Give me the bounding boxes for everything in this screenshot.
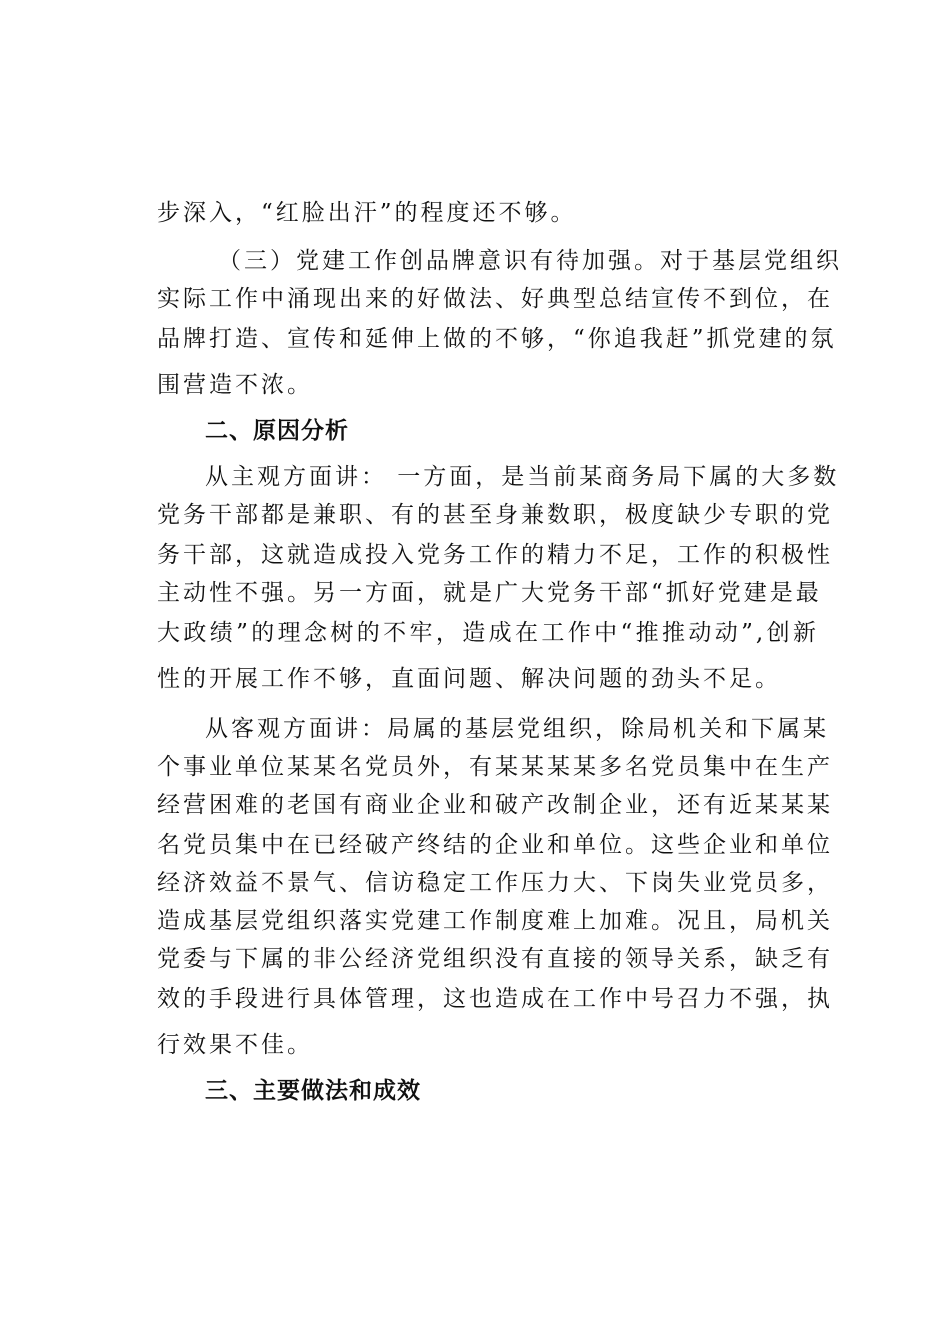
paragraph-line: 大政绩”的理念树的不牢，造成在工作中“推推动动”,创新 <box>157 620 819 646</box>
paragraph-line: 围营造不浓。 <box>157 372 313 398</box>
paragraph-line: 效的手段进行具体管理，这也造成在工作中号召力不强，执 <box>157 986 833 1012</box>
paragraph-line: 从主观方面讲： 一方面，是当前某商务局下属的大多数 <box>205 464 840 490</box>
paragraph-line: 经济效益不景气、信访稳定工作压力大、下岗失业党员多， <box>157 870 833 896</box>
paragraph-line: 性的开展工作不够，直面问题、解决问题的劲头不足。 <box>157 666 781 692</box>
paragraph-line: 经营困难的老国有商业企业和破产改制企业，还有近某某某 <box>157 792 833 818</box>
paragraph-line: 党委与下属的非公经济党组织没有直接的领导关系，缺乏有 <box>157 946 833 972</box>
paragraph-line: 党务干部都是兼职、有的甚至身兼数职，极度缺少专职的党 <box>157 502 833 528</box>
section-heading: 三、主要做法和成效 <box>205 1078 421 1104</box>
paragraph-line: 造成基层党组织落实党建工作制度难上加难。况且，局机关 <box>157 908 833 934</box>
paragraph-line: 行效果不佳。 <box>157 1032 313 1058</box>
section-heading: 二、原因分析 <box>205 418 349 444</box>
paragraph-line: 主动性不强。另一方面，就是广大党务干部“抓好党建是最 <box>157 580 822 606</box>
paragraph-line: （三）党建工作创品牌意识有待加强。对于基层党组织 <box>218 248 842 274</box>
paragraph-line: 实际工作中涌现出来的好做法、好典型总结宣传不到位，在 <box>157 286 833 312</box>
paragraph-line: 步深入，“红脸出汗”的程度还不够。 <box>157 200 577 226</box>
paragraph-line: 务干部，这就造成投入党务工作的精力不足，工作的积极性 <box>157 542 833 568</box>
paragraph-line: 名党员集中在已经破产终结的企业和单位。这些企业和单位 <box>157 832 833 858</box>
paragraph-line: 个事业单位某某名党员外，有某某某某多名党员集中在生产 <box>157 754 833 780</box>
paragraph-line: 从客观方面讲：局属的基层党组织，除局机关和下属某 <box>205 716 829 742</box>
paragraph-line: 品牌打造、宣传和延伸上做的不够，“你追我赶”抓党建的氛 <box>157 326 837 352</box>
